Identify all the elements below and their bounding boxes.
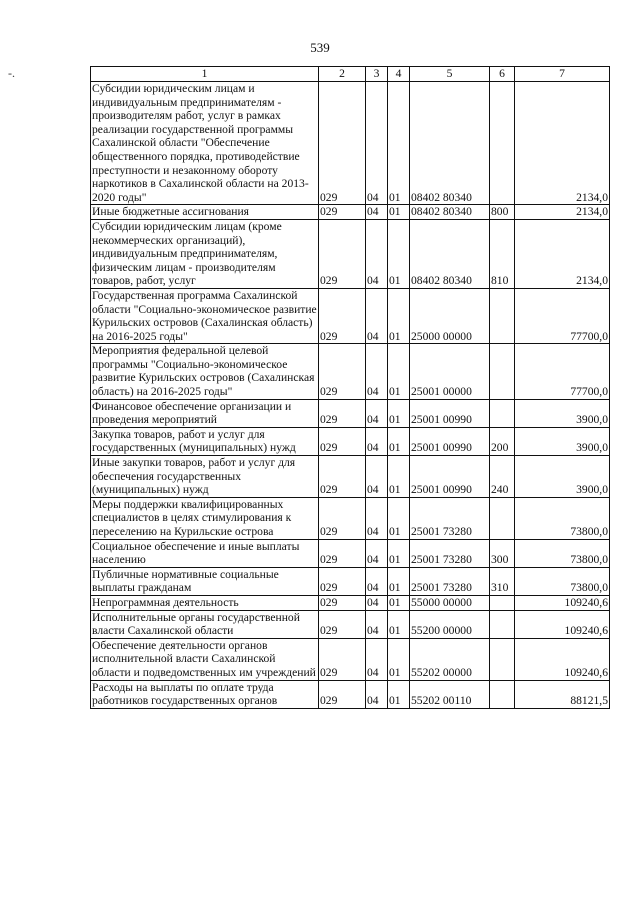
row-name: Публичные нормативные социальные выплаты гражданам bbox=[91, 567, 319, 595]
row-name: Мероприятия федеральной целевой программы "Социально-экономическое развитие Курильских островов (Сахалинская область) на 2016-2025 годы" bbox=[91, 344, 319, 399]
row-target-article: 25001 73280 bbox=[410, 497, 490, 539]
table-header bbox=[91, 67, 610, 82]
row-target-article: 55200 00000 bbox=[410, 610, 490, 638]
row-expense-type bbox=[490, 288, 515, 343]
row-section: 04 bbox=[366, 539, 388, 567]
row-expense-type: 300 bbox=[490, 539, 515, 567]
row-section: 04 bbox=[366, 456, 388, 498]
row-admin-code: 029 bbox=[319, 595, 366, 610]
row-admin-code: 029 bbox=[319, 539, 366, 567]
row-name: Социальное обеспечение и иные выплаты населению bbox=[91, 539, 319, 567]
row-admin-code: 029 bbox=[319, 219, 366, 288]
row-admin-code: 029 bbox=[319, 610, 366, 638]
row-subsection: 01 bbox=[388, 595, 410, 610]
row-expense-type: 310 bbox=[490, 567, 515, 595]
row-section: 04 bbox=[366, 288, 388, 343]
row-amount: 73800,0 bbox=[515, 497, 610, 539]
row-expense-type bbox=[490, 680, 515, 708]
row-target-article: 25001 73280 bbox=[410, 567, 490, 595]
row-subsection: 01 bbox=[388, 680, 410, 708]
row-target-article: 25001 73280 bbox=[410, 539, 490, 567]
page-number: 539 bbox=[310, 40, 330, 55]
table-row bbox=[91, 288, 610, 343]
row-admin-code: 029 bbox=[319, 680, 366, 708]
row-admin-code: 029 bbox=[319, 427, 366, 455]
row-section: 04 bbox=[366, 680, 388, 708]
row-admin-code: 029 bbox=[319, 82, 366, 205]
row-section: 04 bbox=[366, 427, 388, 455]
row-subsection: 01 bbox=[388, 567, 410, 595]
row-expense-type bbox=[490, 610, 515, 638]
row-name: Иные закупки товаров, работ и услуг для обеспечения государственных (муниципальных) нужд bbox=[91, 456, 319, 498]
row-target-article: 08402 80340 bbox=[410, 82, 490, 205]
table-row bbox=[91, 680, 610, 708]
row-target-article: 08402 80340 bbox=[410, 205, 490, 220]
table-row bbox=[91, 539, 610, 567]
row-amount: 3900,0 bbox=[515, 456, 610, 498]
row-expense-type: 800 bbox=[490, 205, 515, 220]
row-target-article: 55202 00000 bbox=[410, 638, 490, 680]
row-name: Расходы на выплаты по оплате труда работников государственных органов bbox=[91, 680, 319, 708]
header-row bbox=[91, 67, 610, 82]
row-name: Субсидии юридическим лицам и индивидуальным предпринимателям - производителям работ, услуг в рамках реализации государственной программы Сахалинской области "Обеспечение общественного порядка, противодействие преступности и незаконному обороту наркотиков в Сахалинской области на 2013-2020 годы" bbox=[91, 82, 319, 205]
row-target-article: 25001 00990 bbox=[410, 399, 490, 427]
row-admin-code: 029 bbox=[319, 497, 366, 539]
row-section: 04 bbox=[366, 638, 388, 680]
table-row bbox=[91, 205, 610, 220]
row-amount: 77700,0 bbox=[515, 344, 610, 399]
row-subsection: 01 bbox=[388, 288, 410, 343]
row-section: 04 bbox=[366, 497, 388, 539]
header-col-7: 7 bbox=[515, 67, 610, 82]
row-subsection: 01 bbox=[388, 497, 410, 539]
row-subsection: 01 bbox=[388, 610, 410, 638]
row-subsection: 01 bbox=[388, 399, 410, 427]
row-section: 04 bbox=[366, 595, 388, 610]
row-amount: 73800,0 bbox=[515, 539, 610, 567]
row-target-article: 25001 00990 bbox=[410, 427, 490, 455]
row-section: 04 bbox=[366, 219, 388, 288]
row-amount: 109240,6 bbox=[515, 610, 610, 638]
header-col-4: 4 bbox=[388, 67, 410, 82]
row-expense-type bbox=[490, 399, 515, 427]
row-admin-code: 029 bbox=[319, 567, 366, 595]
row-section: 04 bbox=[366, 567, 388, 595]
row-amount: 2134,0 bbox=[515, 205, 610, 220]
row-subsection: 01 bbox=[388, 539, 410, 567]
row-name: Иные бюджетные ассигнования bbox=[91, 205, 319, 220]
row-amount: 77700,0 bbox=[515, 288, 610, 343]
header-col-5: 5 bbox=[410, 67, 490, 82]
row-name: Закупка товаров, работ и услуг для государственных (муниципальных) нужд bbox=[91, 427, 319, 455]
table-row bbox=[91, 219, 610, 288]
row-expense-type bbox=[490, 344, 515, 399]
row-name: Субсидии юридическим лицам (кроме некоммерческих организаций), индивидуальным предпринимателям, физическим лицам - производителям товаров, работ, услуг bbox=[91, 219, 319, 288]
table-row bbox=[91, 638, 610, 680]
table-row bbox=[91, 595, 610, 610]
table-row bbox=[91, 610, 610, 638]
table-row bbox=[91, 497, 610, 539]
row-section: 04 bbox=[366, 205, 388, 220]
row-admin-code: 029 bbox=[319, 344, 366, 399]
row-expense-type bbox=[490, 595, 515, 610]
row-target-article: 55000 00000 bbox=[410, 595, 490, 610]
table-body bbox=[91, 82, 610, 709]
row-expense-type: 240 bbox=[490, 456, 515, 498]
header-col-6: 6 bbox=[490, 67, 515, 82]
header-col-2: 2 bbox=[319, 67, 366, 82]
row-section: 04 bbox=[366, 82, 388, 205]
row-subsection: 01 bbox=[388, 456, 410, 498]
row-expense-type bbox=[490, 638, 515, 680]
row-amount: 73800,0 bbox=[515, 567, 610, 595]
row-expense-type bbox=[490, 82, 515, 205]
row-target-article: 25000 00000 bbox=[410, 288, 490, 343]
row-name: Меры поддержки квалифицированных специалистов в целях стимулирования к переселению на Курильские острова bbox=[91, 497, 319, 539]
row-subsection: 01 bbox=[388, 82, 410, 205]
row-amount: 109240,6 bbox=[515, 595, 610, 610]
margin-mark: -. bbox=[8, 66, 15, 80]
row-name: Финансовое обеспечение организации и проведения мероприятий bbox=[91, 399, 319, 427]
row-amount: 109240,6 bbox=[515, 638, 610, 680]
row-target-article: 55202 00110 bbox=[410, 680, 490, 708]
row-admin-code: 029 bbox=[319, 456, 366, 498]
row-target-article: 25001 00000 bbox=[410, 344, 490, 399]
row-expense-type: 810 bbox=[490, 219, 515, 288]
row-name: Непрограммная деятельность bbox=[91, 595, 319, 610]
row-expense-type bbox=[490, 497, 515, 539]
row-admin-code: 029 bbox=[319, 205, 366, 220]
table-row bbox=[91, 427, 610, 455]
row-name: Исполнительные органы государственной власти Сахалинской области bbox=[91, 610, 319, 638]
row-amount: 2134,0 bbox=[515, 82, 610, 205]
budget-table bbox=[90, 66, 610, 709]
row-target-article: 25001 00990 bbox=[410, 456, 490, 498]
row-section: 04 bbox=[366, 610, 388, 638]
row-subsection: 01 bbox=[388, 427, 410, 455]
row-subsection: 01 bbox=[388, 344, 410, 399]
header-col-3: 3 bbox=[366, 67, 388, 82]
row-admin-code: 029 bbox=[319, 288, 366, 343]
row-amount: 88121,5 bbox=[515, 680, 610, 708]
row-amount: 3900,0 bbox=[515, 427, 610, 455]
row-amount: 2134,0 bbox=[515, 219, 610, 288]
row-admin-code: 029 bbox=[319, 399, 366, 427]
row-subsection: 01 bbox=[388, 205, 410, 220]
table-row bbox=[91, 567, 610, 595]
row-subsection: 01 bbox=[388, 638, 410, 680]
row-name: Государственная программа Сахалинской области "Социально-экономическое развитие Курильских островов (Сахалинская область) на 2016-2025 годы" bbox=[92, 288, 317, 343]
table-row bbox=[91, 344, 610, 399]
row-admin-code: 029 bbox=[319, 638, 366, 680]
table-row bbox=[91, 82, 610, 205]
table-row bbox=[91, 456, 610, 498]
row-target-article: 08402 80340 bbox=[410, 219, 490, 288]
table-row bbox=[91, 399, 610, 427]
row-subsection: 01 bbox=[388, 219, 410, 288]
row-name: Обеспечение деятельности органов исполнительной власти Сахалинской области и подведомственных им учреждений bbox=[91, 638, 319, 680]
row-amount: 3900,0 bbox=[515, 399, 610, 427]
row-section: 04 bbox=[366, 344, 388, 399]
row-section: 04 bbox=[366, 399, 388, 427]
header-col-1: 1 bbox=[91, 67, 319, 82]
row-expense-type: 200 bbox=[490, 427, 515, 455]
